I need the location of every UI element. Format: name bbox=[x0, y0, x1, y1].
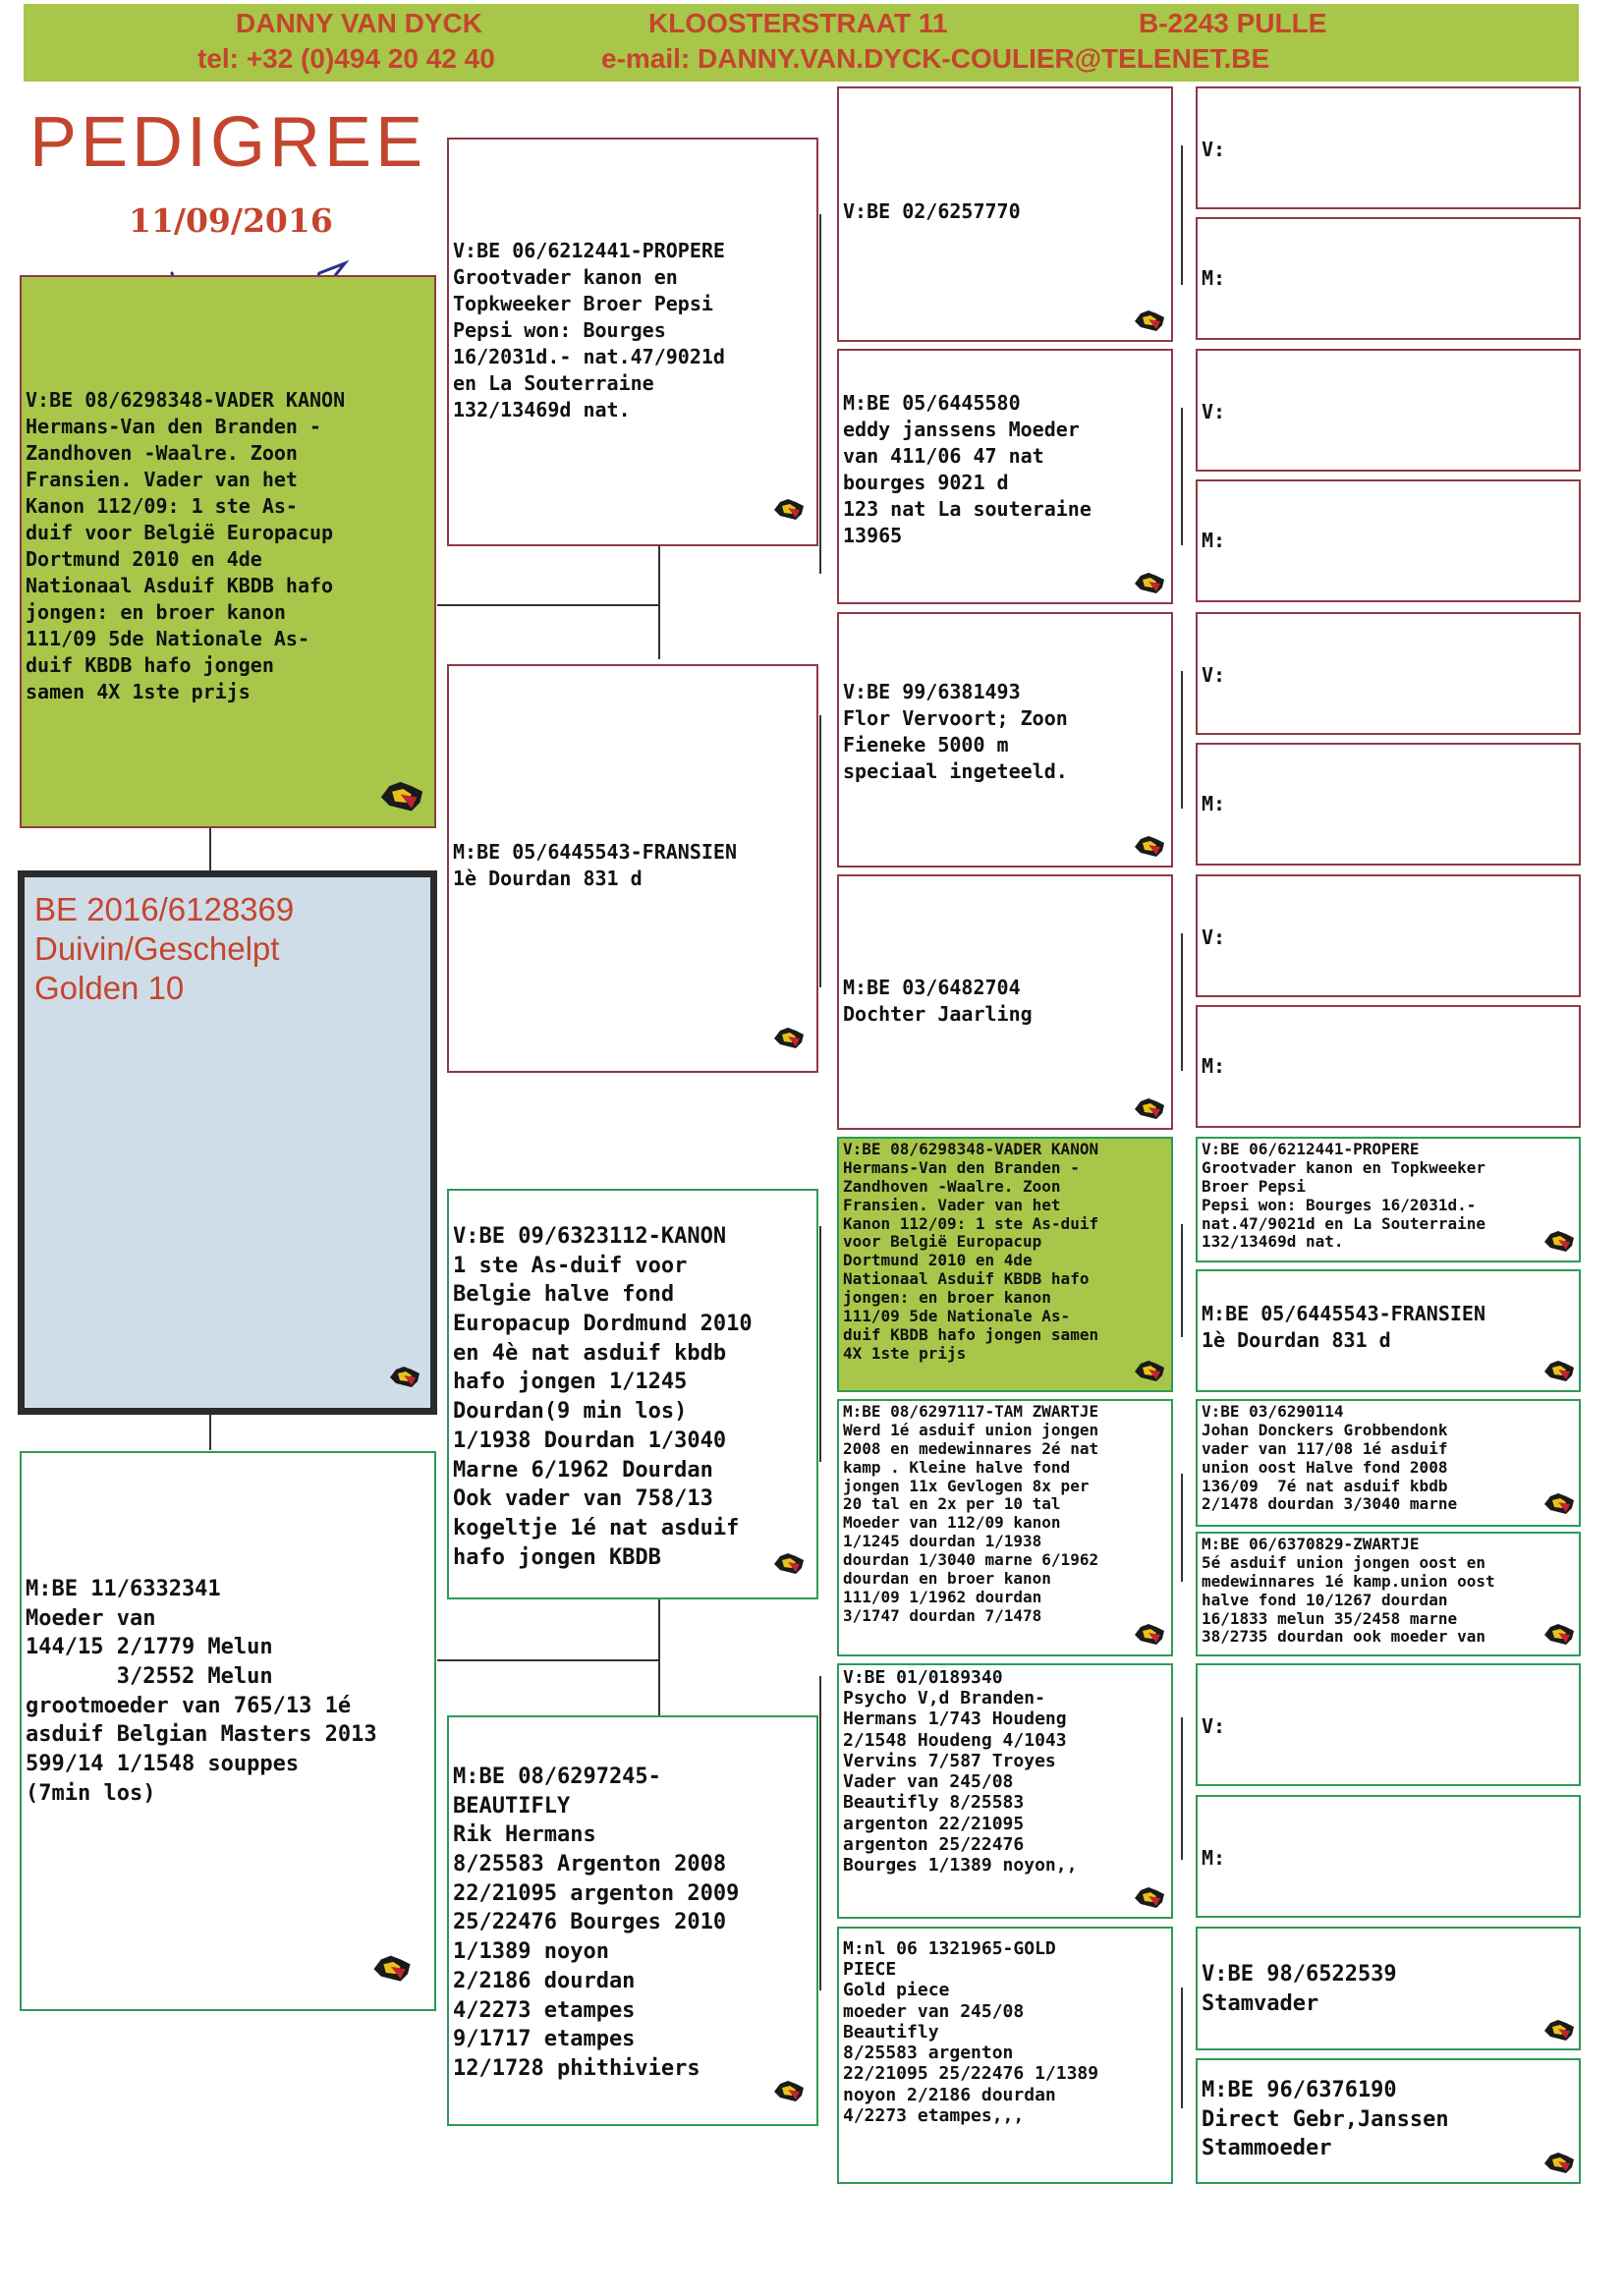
g4-8-card bbox=[1196, 1005, 1581, 1128]
belgium-logo-icon bbox=[1542, 1490, 1576, 1516]
subject-ring: BE 2016/6128369 bbox=[34, 891, 295, 927]
belgium-logo-icon bbox=[1542, 2150, 1576, 2175]
g4-5-card bbox=[1196, 612, 1581, 735]
g4-10-text: M:BE 05/6445543-FRANSIEN 1è Dourdan 831 d bbox=[1202, 1302, 1485, 1352]
g4-2-text: M: bbox=[1202, 266, 1226, 290]
belgium-logo-icon bbox=[1133, 1358, 1166, 1383]
g3-sss-text: V:BE 02/6257770 bbox=[843, 199, 1021, 223]
g4-14-card bbox=[1196, 1795, 1581, 1918]
g4-13-text: V: bbox=[1202, 1714, 1226, 1738]
dam-card bbox=[20, 1451, 436, 2011]
breeder-street: KLOOSTERSTRAAT 11 bbox=[648, 8, 948, 38]
breeder-city: B-2243 PULLE bbox=[1139, 8, 1327, 38]
sire-text: V:BE 08/6298348-VADER KANON Hermans-Van den Branden - Zandhoven -Waalre. Zoon Fransien. Vader van het Kanon 112/09: 1 ste As- duif voor België Europacup Dortmund 2010 en 4de Nationaal Asduif KBDB hafo jongen: en broer kanon 111/09 5de Nationale As- duif KBDB hafo jongen samen 4X 1ste prijs bbox=[26, 388, 346, 703]
g4-4-text: M: bbox=[1202, 529, 1226, 552]
belgium-logo-icon bbox=[772, 1025, 806, 1050]
pedigree-date: 11/09/2016 bbox=[129, 201, 333, 240]
g3-ddd-card bbox=[837, 1927, 1173, 2184]
g4-8-text: M: bbox=[1202, 1054, 1226, 1078]
belgium-logo-icon bbox=[371, 1950, 413, 1986]
belgium-logo-icon bbox=[388, 1364, 421, 1389]
g4-3-text: V: bbox=[1202, 400, 1226, 423]
belgium-logo-icon bbox=[772, 1550, 806, 1576]
g3-dds-text: V:BE 01/0189340 Psycho V,d Branden- Hermans 1/743 Houdeng 2/1548 Houdeng 4/1043 Vervins 7/587 Troyes Vader van 245/08 Beautifly 8/25583 argenton 22/21095 argenton 25/22476 Bourges 1/1389 noyon,, bbox=[843, 1667, 1078, 1876]
g3-ssd-card bbox=[837, 349, 1173, 604]
g3-sdd-card bbox=[837, 874, 1173, 1130]
sire-card bbox=[20, 275, 436, 828]
g4-9-text: V:BE 06/6212441-PROPERE Grootvader kanon en Topkweeker Broer Pepsi Pepsi won: Bourges 16/2031d.- nat.47/9021d en La Souterraine 132/13469d nat. bbox=[1202, 1140, 1485, 1252]
g4-15-card bbox=[1196, 1927, 1581, 2050]
grandsire-maternal-text: V:BE 09/6323112-KANON 1 ste As-duif voor Belgie halve fond Europacup Dordmund 2010 en 4è nat asduif kbdb hafo jongen 1/1245 Dourdan(9 min los) 1/1938 Dourdan 1/3040 Marne 6/1962 Dourdan Ook vader van 758/13 kogeltje 1é nat asduif hafo jongen KBDB bbox=[453, 1224, 753, 1570]
g4-16-text: M:BE 96/6376190 Direct Gebr,Janssen Stammoeder bbox=[1202, 2078, 1449, 2161]
g4-4-card bbox=[1196, 479, 1581, 602]
g4-10-card bbox=[1196, 1269, 1581, 1392]
g3-dss-text: V:BE 08/6298348-VADER KANON Hermans-Van den Branden - Zandhoven -Waalre. Zoon Fransien. Vader van het Kanon 112/09: 1 ste As-duif voor België Europacup Dortmund 2010 en 4de Nationaal Asduif KBDB hafo jongen: en broer kanon 111/09 5de Nationale As- duif KBDB hafo jongen samen 4X 1ste prijs bbox=[843, 1140, 1099, 1363]
belgium-logo-icon bbox=[1542, 1621, 1576, 1647]
g3-dsd-text: M:BE 08/6297117-TAM ZWARTJE Werd 1é asduif union jongen 2008 en medewinnares 2é nat kamp . Kleine halve fond jongen 11x Gevlogen 8x per 20 tal en 2x per 10 tal Moeder van 112/09 kanon 1/1245 dourdan 1/1938 dourdan 1/3040 marne 6/1962 dourdan en broer kanon 111/09 1/1962 dourdan 3/1747 dourdan 7/1478 bbox=[843, 1402, 1099, 1625]
dam-text: M:BE 11/6332341 Moeder van 144/15 2/1779 Melun 3/2552 Melun grootmoeder van 765/13 1é asduif Belgian Masters 2013 599/14 1/1548 souppes (7min los) bbox=[26, 1577, 377, 1806]
belgium-logo-icon bbox=[1133, 1621, 1166, 1647]
subject-sex-color: Duivin/Geschelpt bbox=[34, 930, 280, 967]
g4-12-text: M:BE 06/6370829-ZWARTJE 5é asduif union jongen oost en medewinnares 1é kamp.union oost halve fond 10/1267 dourdan 16/1833 melun 35/2458 marne 38/2735 dourdan ook moeder van bbox=[1202, 1535, 1495, 1647]
g4-14-text: M: bbox=[1202, 1846, 1226, 1870]
granddam-maternal-card bbox=[447, 1715, 818, 2126]
g3-sds-text: V:BE 99/6381493 Flor Vervoort; Zoon Fieneke 5000 m speciaal ingeteeld. bbox=[843, 680, 1068, 783]
belgium-logo-icon bbox=[1133, 570, 1166, 595]
g4-7-text: V: bbox=[1202, 925, 1226, 949]
g4-13-card bbox=[1196, 1663, 1581, 1786]
g3-sdd-text: M:BE 03/6482704 Dochter Jaarling bbox=[843, 976, 1033, 1026]
g3-dsd-card bbox=[837, 1399, 1173, 1656]
g4-9-card bbox=[1196, 1137, 1581, 1262]
grandsire-paternal-text: V:BE 06/6212441-PROPERE Grootvader kanon en Topkweeker Broer Pepsi Pepsi won: Bourges 16/2031d.- nat.47/9021d en La Souterraine 132/13469d nat. bbox=[453, 239, 725, 421]
g3-sss-card bbox=[837, 86, 1173, 342]
g4-15-text: V:BE 98/6522539 Stamvader bbox=[1202, 1962, 1397, 2016]
g4-11-text: V:BE 03/6290114 Johan Donckers Grobbendonk vader van 117/08 1é asduif union oost Halve fond 2008 136/09 7é nat asduif kbdb 2/1478 dourdan 3/3040 marne bbox=[1202, 1402, 1458, 1514]
subject-name: Golden 10 bbox=[34, 970, 185, 1006]
breeder-email: e-mail: DANNY.VAN.DYCK-COULIER@TELENET.BE bbox=[601, 43, 1270, 74]
g4-3-card bbox=[1196, 349, 1581, 472]
breeder-name: DANNY VAN DYCK bbox=[236, 8, 482, 38]
g4-6-card bbox=[1196, 743, 1581, 866]
belgium-logo-icon bbox=[1133, 833, 1166, 859]
belgium-logo-icon bbox=[1133, 308, 1166, 333]
belgium-logo-icon bbox=[1542, 1228, 1576, 1254]
granddam-paternal-text: M:BE 05/6445543-FRANSIEN 1è Dourdan 831 d bbox=[453, 840, 737, 890]
g4-11-card bbox=[1196, 1399, 1581, 1527]
breeder-phone: tel: +32 (0)494 20 42 40 bbox=[197, 43, 495, 74]
belgium-logo-icon bbox=[1133, 1095, 1166, 1121]
g4-2-card bbox=[1196, 217, 1581, 340]
grandsire-maternal-card bbox=[447, 1189, 818, 1599]
g4-1-card bbox=[1196, 86, 1581, 209]
belgium-logo-icon bbox=[772, 2078, 806, 2103]
subject-pigeon-card bbox=[18, 870, 437, 1415]
g3-dss-card bbox=[837, 1137, 1173, 1392]
g3-dds-card bbox=[837, 1663, 1173, 1919]
grandsire-paternal-card bbox=[447, 138, 818, 546]
belgium-logo-icon bbox=[1542, 1358, 1576, 1383]
belgium-logo-icon bbox=[772, 496, 806, 522]
g3-ddd-text: M:nl 06 1321965-GOLD PIECE Gold piece moeder van 245/08 Beautifly 8/25583 argenton 22/21095 25/22476 1/1389 noyon 2/2186 dourdan 4/2273 etampes,,, bbox=[843, 1938, 1099, 2126]
granddam-paternal-card bbox=[447, 664, 818, 1073]
belgium-logo-icon bbox=[378, 776, 425, 815]
g3-ssd-text: M:BE 05/6445580 eddy janssens Moeder van 411/06 47 nat bourges 9021 d 123 nat La souteraine 13965 bbox=[843, 391, 1092, 547]
g4-7-card bbox=[1196, 874, 1581, 997]
g4-16-card bbox=[1196, 2058, 1581, 2184]
g4-12-card bbox=[1196, 1532, 1581, 1656]
g4-5-text: V: bbox=[1202, 663, 1226, 687]
belgium-logo-icon bbox=[1542, 2017, 1576, 2043]
page-title: PEDIGREE bbox=[29, 103, 427, 182]
g3-sds-card bbox=[837, 612, 1173, 868]
belgium-logo-icon bbox=[1133, 1884, 1166, 1910]
g4-1-text: V: bbox=[1202, 138, 1226, 161]
header-bar bbox=[24, 4, 1579, 82]
g4-6-text: M: bbox=[1202, 792, 1226, 815]
granddam-maternal-text: M:BE 08/6297245- BEAUTIFLY Rik Hermans 8/25583 Argenton 2008 22/21095 argenton 2009 25/22476 Bourges 2010 1/1389 noyon 2/2186 dourdan 4/2273 etampes 9/1717 etampes 12/1728 phithiviers bbox=[453, 1764, 740, 2081]
